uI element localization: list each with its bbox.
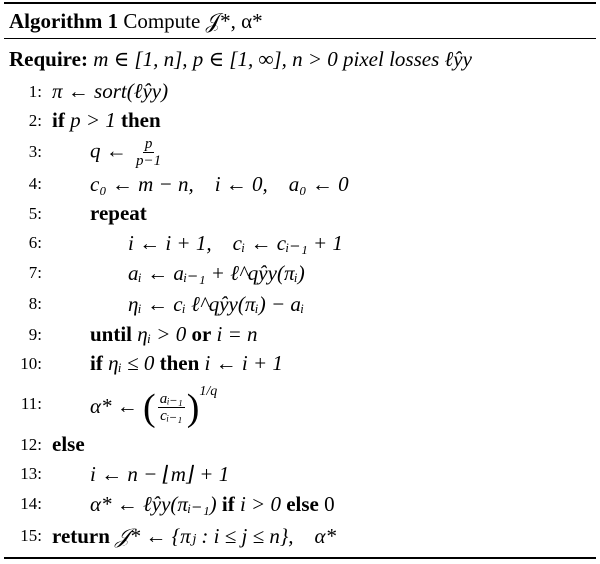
fraction-denominator: cᵢ₋₁ bbox=[160, 408, 183, 425]
line-9 bbox=[4, 320, 596, 349]
right-paren: ) bbox=[186, 386, 200, 429]
line-lhs: q ← bbox=[90, 137, 127, 162]
algorithm-title bbox=[4, 4, 596, 38]
line-text-2: i > 0 bbox=[239, 491, 281, 516]
line-14 bbox=[4, 489, 596, 519]
line-text: i ← i + 1, cᵢ ← cᵢ₋₁ + 1 bbox=[128, 230, 343, 255]
line-8 bbox=[4, 288, 596, 320]
line-text: ηᵢ ≤ 0 bbox=[108, 351, 155, 375]
line-number: 5: bbox=[28, 203, 42, 223]
line-number: 8: bbox=[28, 294, 42, 313]
line-number: 6: bbox=[28, 233, 42, 252]
fraction-numerator: p bbox=[144, 135, 153, 152]
line-3 bbox=[4, 135, 596, 169]
line-text: c₀ ← m − n, i ← 0, a₀ ← 0 bbox=[90, 171, 349, 196]
line-text: aᵢ ← aᵢ₋₁ + ℓ^qŷy(πᵢ) bbox=[128, 260, 305, 285]
line-number: 1: bbox=[28, 81, 42, 101]
line-text: ηᵢ ← cᵢ ℓ^qŷy(πᵢ) − aᵢ bbox=[128, 291, 305, 316]
algorithm-label: Algorithm 1 bbox=[9, 9, 119, 33]
line-4 bbox=[4, 169, 596, 199]
line-6 bbox=[4, 228, 596, 258]
line-number: 9: bbox=[28, 324, 42, 344]
require-line bbox=[4, 39, 596, 75]
exponent: 1/q bbox=[199, 383, 218, 399]
line-number: 2: bbox=[28, 110, 42, 130]
algorithm-box bbox=[4, 0, 596, 559]
line-10 bbox=[4, 349, 596, 378]
fraction-denominator: p−1 bbox=[136, 152, 162, 169]
until-keyword: until bbox=[90, 322, 133, 346]
else-keyword: else bbox=[286, 491, 319, 516]
line-text-2: i = n bbox=[216, 322, 258, 346]
line-text: α* ← ℓŷy(πᵢ₋₁) bbox=[90, 491, 217, 516]
line-1 bbox=[4, 77, 596, 106]
line-15 bbox=[4, 519, 596, 553]
if-keyword: if bbox=[52, 108, 65, 132]
line-number: 3: bbox=[28, 142, 42, 161]
fraction bbox=[158, 391, 185, 424]
then-keyword: then bbox=[121, 108, 161, 132]
if-keyword: if bbox=[221, 491, 235, 516]
require-text: m ∈ [1, n], p ∈ [1, ∞], n > 0 pixel losses ℓŷy bbox=[93, 47, 472, 71]
bottom-rule bbox=[4, 557, 596, 559]
line-text: 𝒥* ← {πⱼ : i ≤ j ≤ n}, α* bbox=[115, 523, 337, 548]
line-number: 10: bbox=[20, 353, 42, 373]
line-text-2: i ← i + 1 bbox=[204, 351, 283, 375]
line-5 bbox=[4, 199, 596, 228]
line-13 bbox=[4, 459, 596, 489]
line-text: π ← sort(ℓŷy) bbox=[52, 79, 169, 103]
repeat-keyword: repeat bbox=[90, 201, 147, 225]
return-keyword: return bbox=[52, 523, 110, 548]
line-text-3: 0 bbox=[324, 491, 335, 516]
line-text: ηᵢ > 0 bbox=[137, 322, 187, 346]
line-number: 11: bbox=[20, 394, 42, 413]
algorithm-lines bbox=[4, 75, 596, 557]
fraction bbox=[134, 136, 163, 169]
require-keyword: Require: bbox=[9, 47, 88, 71]
line-11 bbox=[4, 378, 596, 430]
line-2 bbox=[4, 106, 596, 135]
left-paren: ( bbox=[143, 386, 156, 429]
or-keyword: or bbox=[191, 322, 212, 346]
line-7 bbox=[4, 258, 596, 288]
line-number: 13: bbox=[20, 464, 42, 483]
line-number: 4: bbox=[28, 174, 42, 193]
if-keyword: if bbox=[90, 351, 103, 375]
line-number: 15: bbox=[20, 526, 42, 545]
line-lhs: α* ← bbox=[90, 393, 138, 418]
else-keyword: else bbox=[52, 432, 85, 456]
algorithm-caption: Compute 𝒥*, α* bbox=[123, 9, 263, 33]
then-keyword: then bbox=[159, 351, 200, 375]
line-text: p > 1 bbox=[70, 108, 116, 132]
line-12 bbox=[4, 430, 596, 459]
fraction-numerator: aᵢ₋₁ bbox=[159, 391, 183, 408]
line-text: i ← n − ⌊m⌋ + 1 bbox=[90, 461, 230, 486]
line-number: 12: bbox=[20, 434, 42, 454]
line-number: 14: bbox=[20, 494, 42, 513]
line-number: 7: bbox=[28, 263, 42, 282]
